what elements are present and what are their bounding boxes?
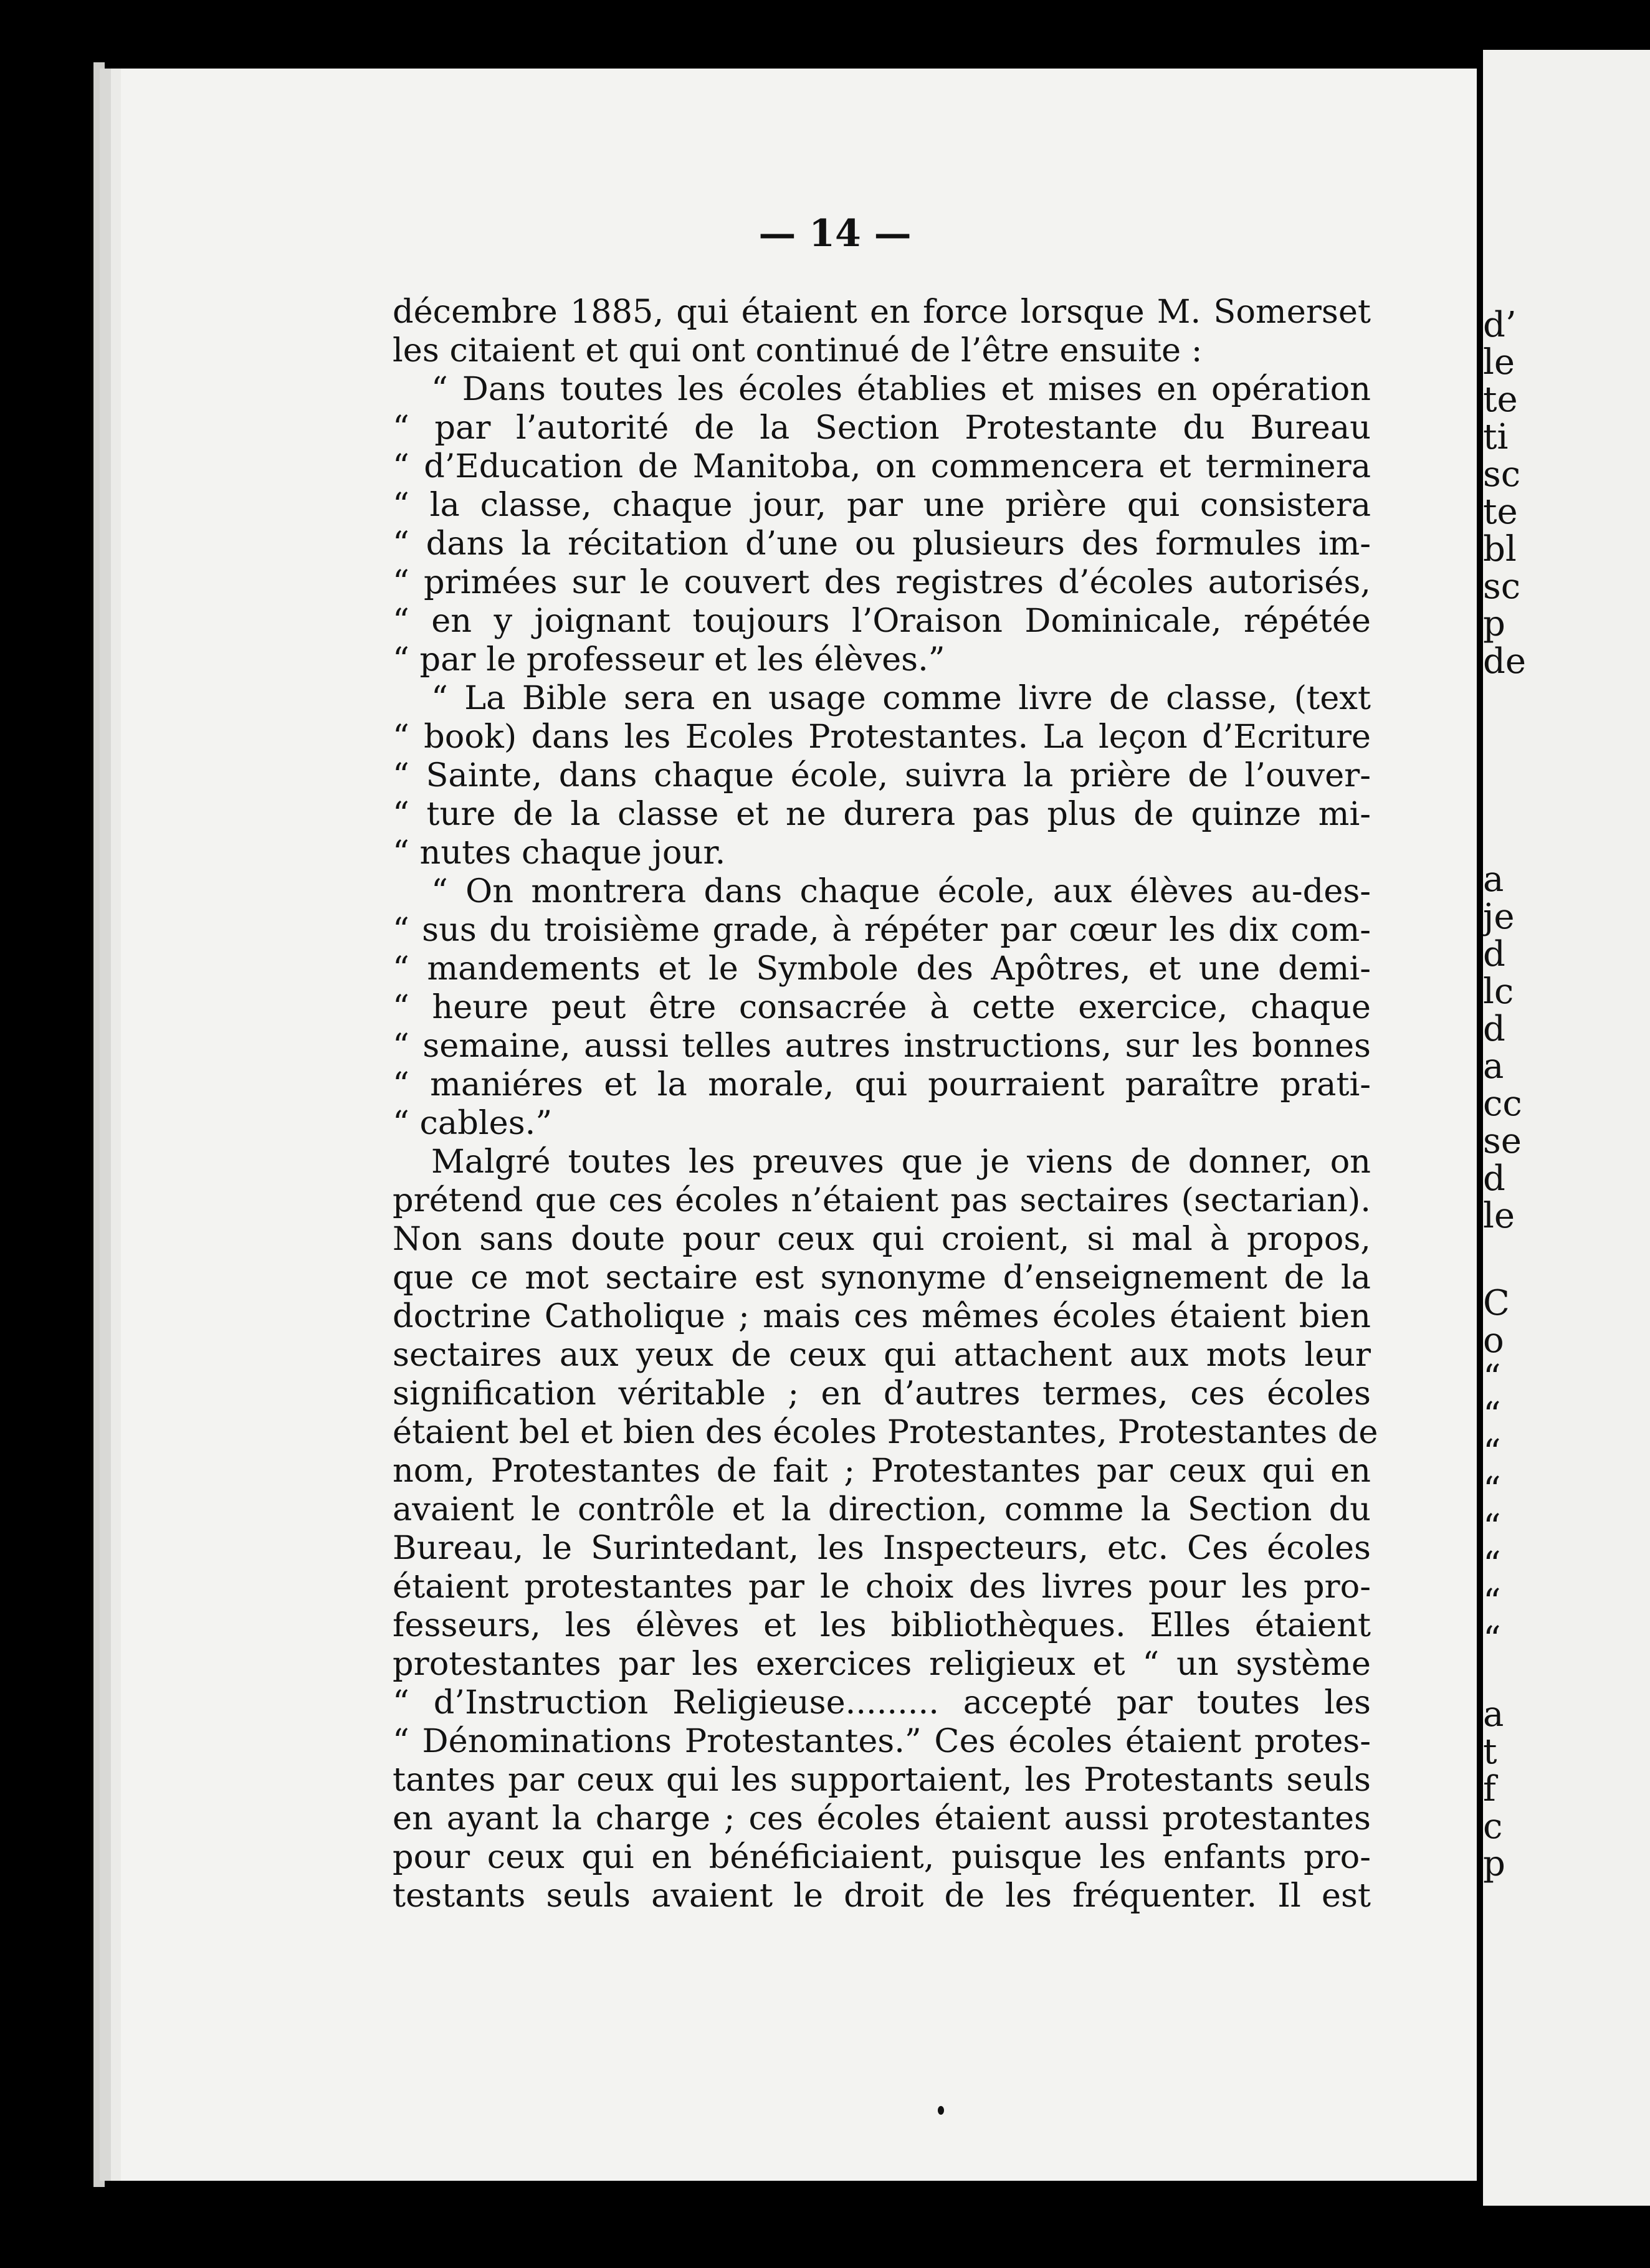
- facing-page-fragment: “: [1483, 1433, 1501, 1473]
- facing-page-fragment: f: [1483, 1770, 1496, 1809]
- text-line: testants seuls avaient le droit de les fréquenter. Il est: [393, 1877, 1371, 1915]
- text-line: sectaires aux yeux de ceux qui attachent aux mots leur: [393, 1336, 1371, 1374]
- body-text: [393, 293, 1378, 1915]
- facing-page-fragment: le: [1483, 1196, 1515, 1236]
- facing-page-fragment: le: [1483, 343, 1515, 383]
- text-line: les citaient et qui ont continué de l’être ensuite :: [393, 331, 1203, 369]
- text-line: “ la classe, chaque jour, par une prière qui consistera: [393, 486, 1371, 524]
- facing-page-fragment: p: [1483, 1844, 1505, 1884]
- facing-page-fragment: “: [1483, 1396, 1501, 1436]
- facing-page-fragment: C: [1483, 1284, 1510, 1323]
- facing-page-fragment: sc: [1483, 567, 1521, 607]
- facing-page-fragment: c: [1483, 1807, 1503, 1847]
- text-line: étaient bel et bien des écoles Protestantes, Protestantes de: [393, 1413, 1378, 1451]
- text-line: “ mandements et le Symbole des Apôtres, et une demi-: [393, 950, 1371, 988]
- ink-speck: [938, 2106, 944, 2115]
- text-line: nom, Protestantes de fait ; Protestantes par ceux qui en: [393, 1452, 1371, 1490]
- facing-page-fragment: “: [1483, 1583, 1501, 1622]
- text-line: “ d’Education de Manitoba, on commencera et terminera: [393, 447, 1371, 485]
- facing-page-fragment: t: [1483, 1732, 1497, 1772]
- text-line: “ maniéres et la morale, qui pourraient paraître prati-: [393, 1065, 1371, 1103]
- text-line: “ La Bible sera en usage comme livre de classe, (text: [431, 679, 1371, 717]
- text-line: décembre 1885, qui étaient en force lorsque M. Somerset: [393, 293, 1371, 331]
- facing-page-fragment: o: [1483, 1321, 1504, 1361]
- facing-page-fragment: “: [1483, 1620, 1501, 1660]
- facing-page-fragment: lc: [1483, 972, 1514, 1012]
- text-line: “ cables.”: [393, 1104, 553, 1142]
- facing-page-fragment: a: [1483, 1047, 1504, 1087]
- facing-page-fragment: d: [1483, 1009, 1505, 1049]
- page-number: — 14 —: [758, 212, 912, 255]
- text-line: “ d’Instruction Religieuse......... accepté par toutes les: [393, 1684, 1371, 1722]
- text-line: “ par le professeur et les élèves.”: [393, 641, 945, 679]
- facing-page-fragment: sc: [1483, 455, 1521, 495]
- text-line: Non sans doute pour ceux qui croient, si mal à propos,: [393, 1220, 1371, 1258]
- text-line: “ book) dans les Ecoles Protestantes. La leçon d’Ecriture: [393, 718, 1371, 756]
- text-line: “ primées sur le couvert des registres d’écoles autorisés,: [393, 563, 1371, 601]
- text-line: “ par l’autorité de la Section Protestante du Bureau: [393, 409, 1371, 447]
- facing-page-fragment: a: [1483, 860, 1504, 900]
- facing-page-fragment: te: [1483, 380, 1518, 420]
- facing-page-fragment: se: [1483, 1122, 1522, 1161]
- facing-page-fragment: ti: [1483, 417, 1509, 457]
- text-line: doctrine Catholique ; mais ces mêmes écoles étaient bien: [393, 1297, 1371, 1335]
- text-line: protestantes par les exercices religieux et “ un système: [393, 1645, 1371, 1683]
- facing-page-fragment: “: [1483, 1470, 1501, 1510]
- text-line: “ Sainte, dans chaque école, suivra la prière de l’ouver-: [393, 756, 1371, 794]
- text-line: en ayant la charge ; ces écoles étaient aussi protestantes: [393, 1799, 1371, 1837]
- text-line: fesseurs, les élèves et les bibliothèques. Elles étaient: [393, 1606, 1371, 1644]
- text-line: signification véritable ; en d’autres termes, ces écoles: [393, 1375, 1371, 1413]
- text-line: “ en y joignant toujours l’Oraison Dominicale, répétée: [393, 602, 1371, 640]
- facing-page-fragment: “: [1483, 1508, 1501, 1548]
- text-line: “ On montrera dans chaque école, aux élèves au-des-: [431, 872, 1371, 910]
- text-line: tantes par ceux qui les supportaient, les Protestants seuls: [393, 1761, 1371, 1799]
- text-line: prétend que ces écoles n’étaient pas sectaires (sectarian).: [393, 1181, 1371, 1219]
- facing-page-edge: [1483, 50, 1650, 2206]
- facing-page-fragment: a: [1483, 1695, 1504, 1735]
- text-line: Bureau, le Surintedant, les Inspecteurs, etc. Ces écoles: [393, 1529, 1371, 1567]
- facing-page-fragment: je: [1483, 897, 1515, 937]
- text-line: “ Dénominations Protestantes.” Ces écoles étaient protes-: [393, 1722, 1371, 1760]
- text-line: “ ture de la classe et ne durera pas plus de quinze mi-: [393, 795, 1371, 833]
- text-line: Malgré toutes les preuves que je viens de donner, on: [431, 1143, 1371, 1181]
- text-line: “ dans la récitation d’une ou plusieurs des formules im-: [393, 525, 1371, 563]
- facing-page-fragment: de: [1483, 642, 1526, 682]
- facing-page-fragment: d: [1483, 1159, 1505, 1199]
- text-line: avaient le contrôle et la direction, comme la Section du: [393, 1490, 1371, 1528]
- text-line: “ semaine, aussi telles autres instructions, sur les bonnes: [393, 1027, 1371, 1065]
- facing-page-fragment: bl: [1483, 530, 1517, 569]
- facing-page-fragment: cc: [1483, 1084, 1522, 1124]
- facing-page-fragment: “: [1483, 1358, 1501, 1398]
- facing-page-fragment: te: [1483, 492, 1518, 532]
- text-line: étaient protestantes par le choix des livres pour les pro-: [393, 1568, 1371, 1606]
- text-line: “ Dans toutes les écoles établies et mises en opération: [431, 370, 1371, 408]
- facing-page-fragment: d: [1483, 935, 1505, 974]
- text-line: “ nutes chaque jour.: [393, 834, 726, 872]
- facing-page-fragment: d’: [1483, 305, 1517, 345]
- text-line: “ sus du troisième grade, à répéter par cœur les dix com-: [393, 911, 1371, 949]
- text-line: “ heure peut être consacrée à cette exercice, chaque: [393, 988, 1371, 1026]
- facing-page-fragment: “: [1483, 1545, 1501, 1585]
- text-line: pour ceux qui en bénéficiaient, puisque les enfants pro-: [393, 1838, 1371, 1876]
- facing-page-fragment: p: [1483, 604, 1505, 644]
- text-line: que ce mot sectaire est synonyme d’enseignement de la: [393, 1259, 1371, 1297]
